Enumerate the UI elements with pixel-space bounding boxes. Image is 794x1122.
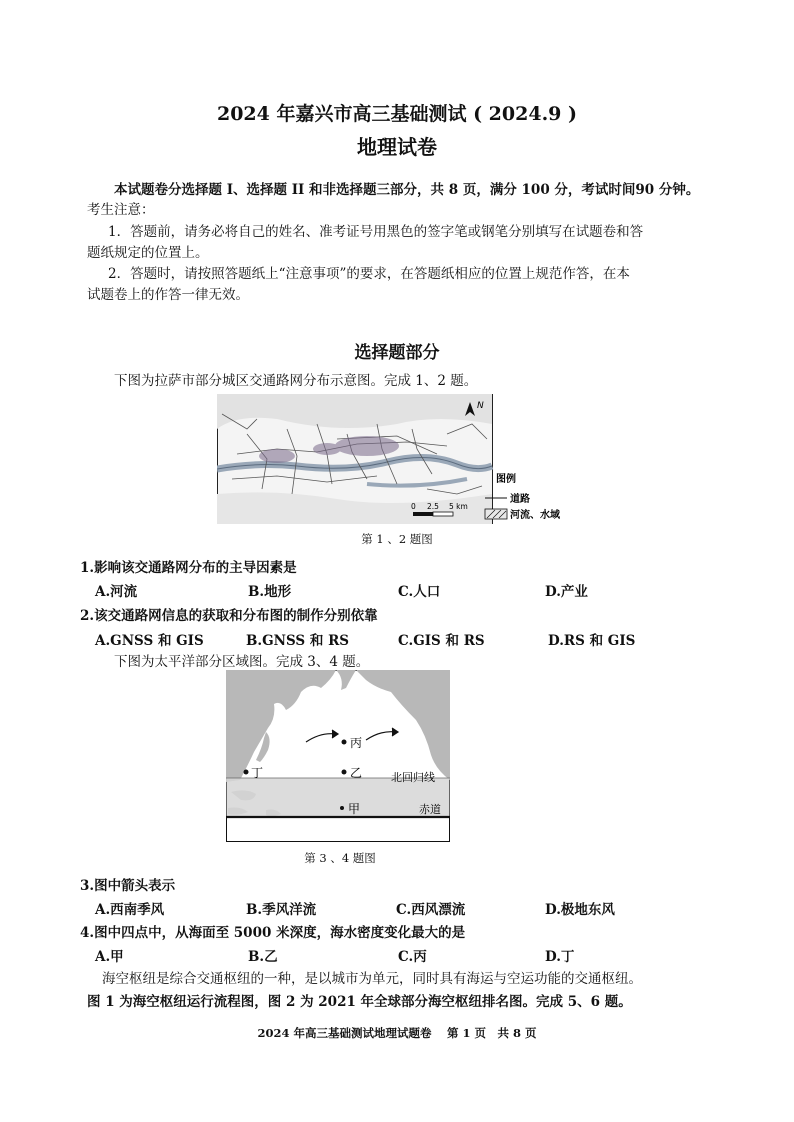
page-footer: 2024 年高三基础测试地理试题卷 第 1 页 共 8 页	[257, 1026, 537, 1040]
q3-option-b[interactable]: B.季风洋流	[246, 902, 317, 918]
scale-zero: 0	[411, 502, 416, 511]
map-legend	[485, 472, 561, 521]
notice-item1-line2: 题纸规定的位置上。	[87, 245, 209, 261]
lhasa-intro: 下图为拉萨市部分城区交通路网分布示意图。完成 1、2 题。	[114, 373, 478, 389]
q2-stem: 2.该交通路网信息的获取和分布图的制作分别依靠	[80, 608, 378, 624]
equator-label: 赤道	[419, 803, 441, 816]
legend-water: 河流、水域	[510, 510, 560, 521]
legend-road: 道路	[510, 494, 530, 505]
q1-option-a[interactable]: A.河流	[95, 584, 138, 600]
q4-option-b[interactable]: B.乙	[248, 949, 278, 965]
q1-stem: 1.影响该交通路网分布的主导因素是	[80, 560, 297, 576]
pacific-intro: 下图为太平洋部分区域图。完成 3、4 题。	[114, 654, 370, 670]
label-jia: 甲	[348, 802, 361, 816]
q3-option-a[interactable]: A.西南季风	[95, 902, 165, 918]
q4-stem: 4.图中四点中，从海面至 5000 米深度，海水密度变化最大的是	[80, 925, 466, 941]
q2-option-c[interactable]: C.GIS 和 RS	[398, 633, 485, 649]
q4-option-c[interactable]: C.丙	[398, 949, 427, 965]
north-label: N	[477, 401, 484, 411]
q1-option-d[interactable]: D.产业	[545, 584, 588, 600]
legend-title: 图例	[496, 474, 516, 485]
q1-option-c[interactable]: C.人口	[398, 584, 441, 600]
exam-subtitle: 地理试卷	[357, 135, 437, 159]
notice-item1-line1: 1．答题前，请务必将自己的姓名、准考证号用黑色的签字笔或钢笔分别填写在试题卷和答	[108, 224, 644, 240]
label-yi: 乙	[350, 766, 363, 780]
tropic-label: 北回归线	[391, 771, 435, 784]
q2-option-d[interactable]: D.RS 和 GIS	[548, 633, 636, 649]
label-bing: 丙	[350, 736, 363, 750]
q3-option-d[interactable]: D.极地东风	[545, 902, 615, 918]
q1-option-b[interactable]: B.地形	[248, 584, 292, 600]
q4-option-d[interactable]: D.丁	[545, 949, 575, 965]
label-ding: 丁	[251, 766, 264, 780]
scale-mid: 2.5	[427, 502, 439, 511]
hub-intro-line1: 海空枢纽是综合交通枢纽的一种，是以城市为单元，同时具有海运与空运功能的交通枢纽。	[102, 971, 642, 987]
q2-option-a[interactable]: A.GNSS 和 GIS	[95, 633, 204, 649]
notice-intro: 本试题卷分选择题 I、选择题 II 和非选择题三部分，共 8 页，满分 100 分，考试时间90 分钟。	[114, 182, 700, 198]
scale-end: 5 km	[449, 502, 468, 511]
q3-stem: 3.图中箭头表示	[80, 878, 176, 894]
section-title: 选择题部分	[354, 343, 440, 363]
lhasa-road-map	[217, 394, 577, 524]
notice-item2-line1: 2．答题时，请按照答题纸上“注意事项”的要求，在答题纸相应的位置上规范作答，在本	[108, 266, 630, 282]
hub-intro-line2: 图 1 为海空枢纽运行流程图，图 2 为 2021 年全球部分海空枢纽排名图。完成 5、6 题。	[87, 994, 632, 1010]
notice-heading: 考生注意：	[87, 202, 155, 218]
notice-item2-line2: 试题卷上的作答一律无效。	[87, 287, 249, 303]
q2-option-b[interactable]: B.GNSS 和 RS	[246, 633, 350, 649]
q3-option-c[interactable]: C.西风漂流	[396, 902, 466, 918]
pacific-caption: 第 3 、4 题图	[304, 851, 376, 865]
exam-title: 2024 年嘉兴市高三基础测试 ( 2024.9 )	[216, 103, 578, 125]
q4-option-a[interactable]: A.甲	[95, 949, 124, 965]
lhasa-caption: 第 1 、2 题图	[361, 532, 433, 546]
pacific-map	[226, 670, 450, 842]
